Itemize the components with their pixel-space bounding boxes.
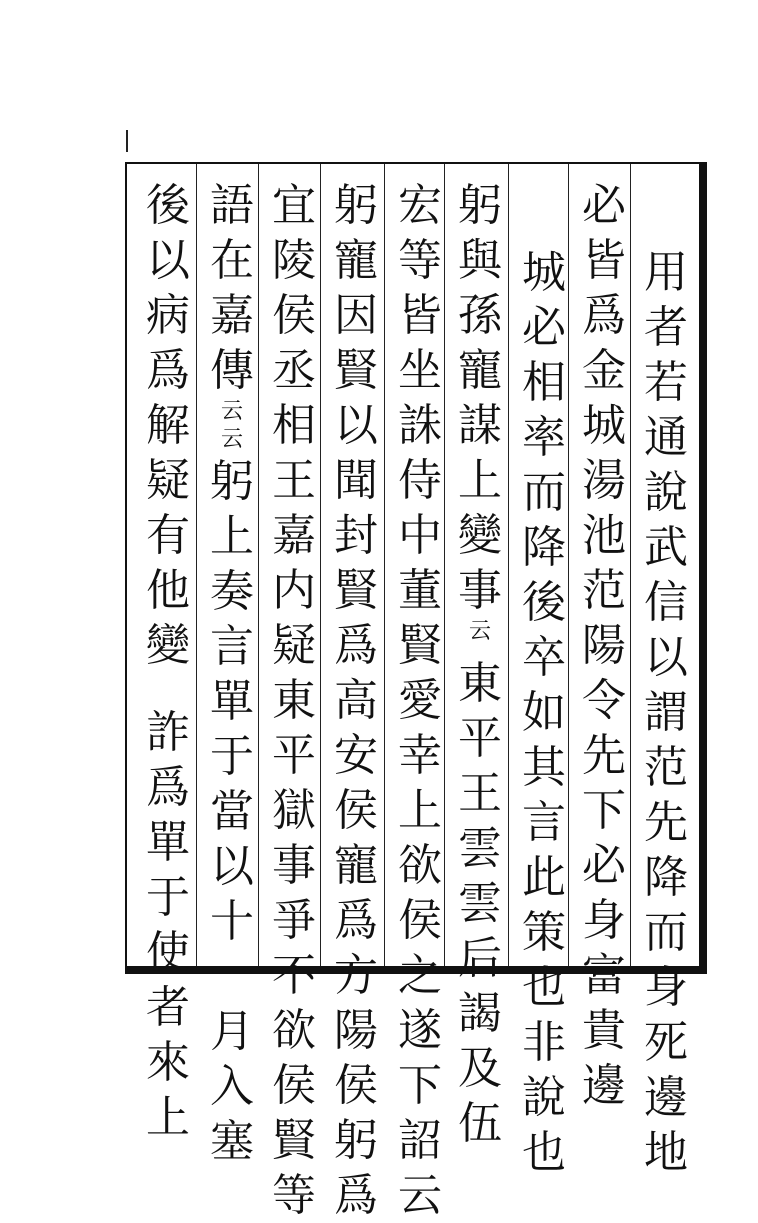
text-char: 陽 [334, 1005, 378, 1056]
text-char: 說 [644, 467, 688, 518]
text-char: 欲 [398, 840, 442, 891]
text-char: 范 [644, 742, 688, 793]
text-char: 孫 [458, 290, 502, 341]
column-rule [320, 164, 321, 966]
text-column-6 [330, 178, 382, 1223]
text-char: 其 [522, 742, 566, 793]
annotation-char: 云 [220, 427, 243, 452]
text-char: 侯 [334, 1060, 378, 1111]
text-char: 在 [210, 235, 254, 286]
text-char: 而 [644, 907, 688, 958]
text-char: 范 [582, 565, 626, 616]
text-char: 皆 [582, 235, 626, 286]
text-char: 降 [644, 852, 688, 903]
text-char: 奏 [210, 566, 254, 617]
text-char: 侯 [334, 785, 378, 836]
text-char: 單 [210, 676, 254, 727]
text-char: 安 [334, 730, 378, 781]
text-char: 因 [334, 290, 378, 341]
text-char: 如 [522, 687, 566, 738]
text-char: 遂 [398, 1005, 442, 1056]
text-char: 必 [582, 840, 626, 891]
text-char: 貴 [582, 1005, 626, 1056]
text-char: 池 [582, 510, 626, 561]
text-char: 疑 [272, 620, 316, 671]
text-char: 之 [398, 950, 442, 1001]
text-char: 必 [522, 302, 566, 353]
text-char: 方 [334, 950, 378, 1001]
text-char: 愛 [398, 675, 442, 726]
text-char: 爲 [582, 290, 626, 341]
text-column-9 [142, 178, 194, 1145]
text-char: 若 [644, 357, 688, 408]
text-char: 者 [644, 302, 688, 353]
text-char: 一 [210, 951, 254, 1002]
text-column-2 [578, 178, 630, 1113]
column-rule [630, 164, 631, 966]
text-char: 賢 [334, 565, 378, 616]
text-char: 令 [582, 675, 626, 726]
text-char: 謁 [458, 988, 502, 1039]
column-rule [258, 164, 259, 966]
text-char: 侯 [398, 895, 442, 946]
text-char: 侯 [272, 290, 316, 341]
text-char: 與 [458, 235, 502, 286]
text-char: 雲 [458, 823, 502, 874]
text-char: 有 [146, 510, 190, 561]
text-char: 董 [398, 565, 442, 616]
text-char: 上 [398, 785, 442, 836]
column-rule [384, 164, 385, 966]
text-char: 上 [210, 511, 254, 562]
text-char: 及 [458, 1043, 502, 1094]
spine-mark [126, 130, 128, 152]
text-char: 城 [522, 247, 566, 298]
text-char: 不 [272, 950, 316, 1001]
text-char: 宏 [398, 180, 442, 231]
text-char: 病 [146, 290, 190, 341]
text-column-8 [206, 178, 258, 1169]
text-char: 坐 [398, 345, 442, 396]
text-char: 寵 [334, 235, 378, 286]
text-column-3 [518, 245, 570, 1180]
text-char: 邊 [644, 1072, 688, 1123]
text-char: 湯 [582, 455, 626, 506]
text-char: 寵 [334, 840, 378, 891]
text-char: 以 [334, 400, 378, 451]
text-char: 等 [272, 1170, 316, 1221]
text-char: 賢 [272, 1115, 316, 1166]
text-char: 爲 [146, 762, 190, 813]
column-rule [508, 164, 509, 966]
text-char: 卒 [522, 632, 566, 683]
text-char: 謂 [644, 687, 688, 738]
text-char: 寵 [458, 345, 502, 396]
text-char: 城 [582, 400, 626, 451]
text-char: 傳 [210, 345, 254, 396]
text-char: 上 [458, 455, 502, 506]
annotation-char: 云 [220, 399, 243, 424]
text-char: 變 [458, 510, 502, 561]
text-char: 皆 [398, 290, 442, 341]
text-char: 詔 [398, 1115, 442, 1166]
text-char: 云 [398, 1170, 442, 1221]
text-char: 于 [210, 731, 254, 782]
text-char: 爲 [146, 345, 190, 396]
text-char: 解 [146, 400, 190, 451]
column-rule [196, 164, 197, 966]
text-char: 伍 [458, 1098, 502, 1149]
text-char: 使 [146, 927, 190, 978]
text-char: 爲 [334, 895, 378, 946]
text-char: 下 [398, 1060, 442, 1111]
text-char: 變 [146, 620, 190, 671]
text-char: 用 [644, 247, 688, 298]
text-char: 言 [210, 621, 254, 672]
text-char: 平 [272, 730, 316, 781]
text-char: 金 [582, 345, 626, 396]
text-char: 語 [210, 180, 254, 231]
text-char: 嘉 [210, 290, 254, 341]
text-char: 十 [210, 896, 254, 947]
text-char: 躬 [334, 1115, 378, 1166]
text-char: 賢 [334, 345, 378, 396]
text-char: 下 [582, 785, 626, 836]
text-char: 富 [582, 950, 626, 1001]
text-char: 月 [210, 1006, 254, 1057]
text-char: 先 [644, 797, 688, 848]
text-char: 獄 [272, 785, 316, 836]
text-char: 疑 [146, 455, 190, 506]
text-char: 王 [458, 768, 502, 819]
text-char: 躬 [334, 180, 378, 231]
text-char: 陽 [582, 620, 626, 671]
text-char: 事 [458, 565, 502, 616]
text-char: 等 [398, 235, 442, 286]
text-char: 東 [458, 658, 502, 709]
text-char: 謀 [458, 400, 502, 451]
text-char: 必 [582, 180, 626, 231]
text-char: 爲 [334, 1170, 378, 1221]
text-char: 死 [644, 1017, 688, 1068]
text-char: 后 [458, 933, 502, 984]
text-char: 以 [146, 235, 190, 286]
text-char: 身 [644, 962, 688, 1013]
text-char: 也 [522, 1127, 566, 1178]
text-char: 躬 [458, 180, 502, 231]
text-char: 信 [644, 577, 688, 628]
text-char: 于 [146, 872, 190, 923]
annotation-char: 云 [468, 619, 491, 644]
text-char: 當 [210, 786, 254, 837]
text-char: 王 [272, 455, 316, 506]
text-char: 封 [334, 510, 378, 561]
text-char: 爲 [334, 620, 378, 671]
text-char: 幸 [398, 730, 442, 781]
text-char: 降 [522, 522, 566, 573]
text-char: 他 [146, 565, 190, 616]
text-char: 者 [146, 982, 190, 1033]
text-char: 誅 [398, 400, 442, 451]
text-char: 侯 [272, 1060, 316, 1111]
text-char: 言 [522, 797, 566, 848]
text-char: 身 [582, 895, 626, 946]
text-char: 後 [146, 180, 190, 231]
text-char: 宜 [272, 180, 316, 231]
text-column-4 [454, 178, 506, 1151]
text-char: 高 [334, 675, 378, 726]
text-column-7 [268, 178, 320, 1223]
text-char: 侍 [398, 455, 442, 506]
text-char: 武 [644, 522, 688, 573]
text-char: 聞 [334, 455, 378, 506]
text-char: 詐 [146, 707, 190, 758]
text-char: 上 [146, 1092, 190, 1143]
text-char: 說 [522, 1072, 566, 1123]
text-char: 策 [522, 907, 566, 958]
text-char: 入 [210, 1061, 254, 1112]
text-char: 塞 [210, 1116, 254, 1167]
text-column-5 [394, 178, 446, 1223]
text-char: 中 [398, 510, 442, 561]
text-char: 先 [582, 730, 626, 781]
text-char: 單 [146, 817, 190, 868]
frame-left-rule [125, 162, 127, 974]
text-char: 以 [644, 632, 688, 683]
text-char: 此 [522, 852, 566, 903]
text-char: 事 [272, 840, 316, 891]
text-char: 相 [272, 400, 316, 451]
text-char: 平 [458, 713, 502, 764]
text-char: 東 [272, 675, 316, 726]
text-char: 爭 [272, 895, 316, 946]
text-char: 嘉 [272, 510, 316, 561]
text-char: 而 [522, 467, 566, 518]
text-char: 以 [210, 841, 254, 892]
text-char: 躬 [210, 456, 254, 507]
text-char: 也 [522, 962, 566, 1013]
text-char: 率 [522, 412, 566, 463]
text-char: 地 [644, 1127, 688, 1178]
text-char: 邊 [582, 1060, 626, 1111]
text-char: 陵 [272, 235, 316, 286]
text-char: 相 [522, 357, 566, 408]
text-char: 雲 [458, 878, 502, 929]
text-char: 通 [644, 412, 688, 463]
text-column-1 [640, 245, 692, 1180]
text-char: 賢 [398, 620, 442, 671]
text-char: 來 [146, 1037, 190, 1088]
text-char: 丞 [272, 345, 316, 396]
text-char: 非 [522, 1017, 566, 1068]
text-char: 欲 [272, 1005, 316, 1056]
text-char: 内 [272, 565, 316, 616]
text-char: 後 [522, 577, 566, 628]
